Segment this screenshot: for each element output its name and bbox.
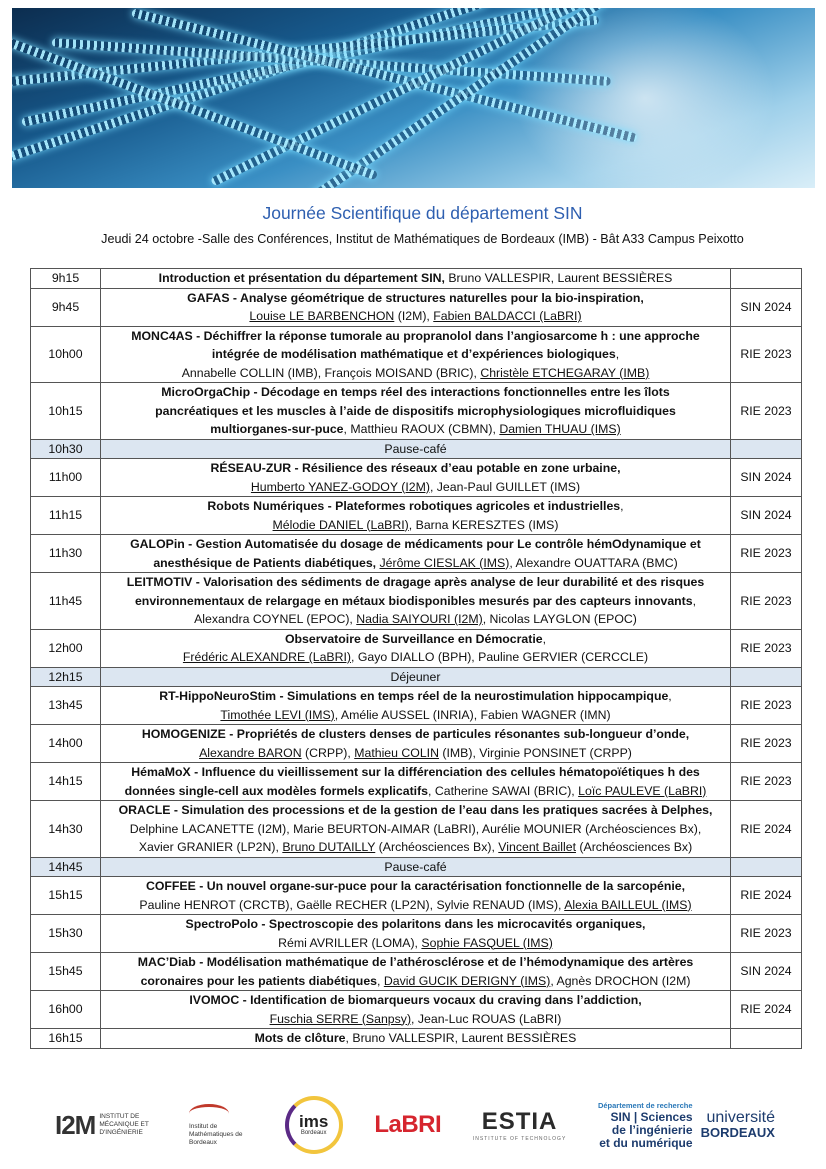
session-row (31, 725, 802, 763)
imb-logo: Institut de Mathématiques de Bordeaux (189, 1104, 253, 1147)
session-time: 15h30 (31, 915, 101, 953)
session-time: 11h15 (31, 497, 101, 535)
funding-call-tag: RIE 2024 (731, 991, 802, 1029)
sin-department-logo: Département de recherche SIN | Sciences de l’ingénierie et du numérique université BORDEAUX (597, 1100, 775, 1150)
session-description: GALOPin - Gestion Automatisée du dosage de médicaments pour Le contrôle hémOdynamique et anesthésique de Patients diabétiques, Jérôme CIESLAK (IMS), Alexandre OUATTARA (BMC) (101, 535, 731, 573)
break-label: Pause-café (101, 439, 731, 459)
session-description: RT-HippoNeuroStim - Simulations en temps réel de la neurostimulation hippocampique, Timothée LEVI (IMS), Amélie AUSSEL (INRIA), Fabien WAGNER (IMN) (101, 687, 731, 725)
session-time: 14h30 (31, 801, 101, 858)
funding-call-tag: SIN 2024 (731, 953, 802, 991)
session-description: MicroOrgaChip - Décodage en temps réel des interactions fonctionnelles entre les îlots pancréatiques et les muscles à l’aide de dispositifs microphysiologiques microfluidiques multiorganes-sur-puce, Matthieu RAOUX (CBMN), Damien THUAU (IMS) (101, 383, 731, 440)
session-time: 14h45 (31, 857, 101, 877)
session-time: 15h45 (31, 953, 101, 991)
session-time: 15h15 (31, 877, 101, 915)
session-row (31, 991, 802, 1029)
partner-logos (55, 1090, 775, 1160)
session-time: 12h00 (31, 629, 101, 667)
funding-call-tag: SIN 2024 (731, 288, 802, 326)
session-row (31, 326, 802, 383)
session-description: RÉSEAU-ZUR - Résilience des réseaux d’eau potable en zone urbaine, Humberto YANEZ-GODOY (I2M), Jean-Paul GUILLET (IMS) (101, 459, 731, 497)
funding-call-tag: RIE 2023 (731, 915, 802, 953)
header-banner-image (12, 8, 815, 188)
session-row (31, 915, 802, 953)
session-time: 10h15 (31, 383, 101, 440)
session-description: MAC’Diab - Modélisation mathématique de l’athérosclérose et de l’hémodynamique des artères coronaires pour les patients diabétiques, David GUCIK DERIGNY (IMS), Agnès DROCHON (I2M) (101, 953, 731, 991)
session-description: COFFEE - Un nouvel organe-sur-puce pour la caractérisation fonctionnelle de la sarcopénie, Pauline HENROT (CRCTB), Gaëlle RECHER (LP2N), Sylvie RENAUD (IMS), Alexia BAILLEUL (IMS) (101, 877, 731, 915)
session-row (31, 269, 802, 289)
session-time: 10h30 (31, 439, 101, 459)
session-description: Robots Numériques - Plateformes robotiques agricoles et industrielles, Mélodie DANIEL (LaBRI), Barna KERESZTES (IMS) (101, 497, 731, 535)
session-row (31, 801, 802, 858)
session-row (31, 573, 802, 630)
i2m-logo: I2M INSTITUT DE MÉCANIQUE ET D'INGÉNIERIE (55, 1109, 149, 1140)
session-time: 13h45 (31, 687, 101, 725)
funding-call-tag: RIE 2023 (731, 725, 802, 763)
funding-call-tag: RIE 2023 (731, 383, 802, 440)
session-time: 11h30 (31, 535, 101, 573)
funding-call-tag (731, 439, 802, 459)
session-time: 14h15 (31, 763, 101, 801)
session-time: 16h15 (31, 1029, 101, 1049)
funding-call-tag: RIE 2023 (731, 629, 802, 667)
break-row (31, 439, 802, 459)
session-time: 10h00 (31, 326, 101, 383)
funding-call-tag: RIE 2024 (731, 877, 802, 915)
session-time: 11h00 (31, 459, 101, 497)
funding-call-tag (731, 667, 802, 687)
session-row (31, 383, 802, 440)
break-label: Déjeuner (101, 667, 731, 687)
session-row (31, 459, 802, 497)
session-row (31, 497, 802, 535)
session-row (31, 953, 802, 991)
session-description: LEITMOTIV - Valorisation des sédiments de dragage après analyse de leur durabilité et des risques environnementaux de relargage en métaux biodisponibles mesurés par des capteurs innovants, Alexandra COYNEL (EPOC), Nadia SAIYOURI (I2M), Nicolas LAYGLON (EPOC) (101, 573, 731, 630)
funding-call-tag: RIE 2024 (731, 801, 802, 858)
break-label: Pause-café (101, 857, 731, 877)
funding-call-tag: RIE 2023 (731, 535, 802, 573)
session-description: HémaMoX - Influence du vieillissement sur la différenciation des cellules hématopoïétiques h des données single-cell aux modèles formels explicatifs, Catherine SAWAI (BRIC), Loïc PAULEVE (LaBRI) (101, 763, 731, 801)
estia-logo: ESTIA INSTITUTE OF TECHNOLOGY (472, 1108, 567, 1142)
session-row (31, 288, 802, 326)
page-subtitle: Jeudi 24 octobre -Salle des Conférences, Institut de Mathématiques de Bordeaux (IMB) - Bât A33 Campus Peixotto (101, 232, 744, 246)
page-title: Journée Scientifique du département SIN (262, 203, 583, 223)
funding-call-tag: RIE 2023 (731, 763, 802, 801)
funding-call-tag: SIN 2024 (731, 497, 802, 535)
session-description: IVOMOC - Identification de biomarqueurs vocaux du craving dans l’addiction, Fuschia SERRE (Sanpsy), Jean-Luc ROUAS (LaBRI) (101, 991, 731, 1029)
session-time: 12h15 (31, 667, 101, 687)
break-row (31, 857, 802, 877)
session-description: GAFAS - Analyse géométrique de structures naturelles pour la bio-inspiration, Louise LE BARBENCHON (I2M), Fabien BALDACCI (LaBRI) (101, 288, 731, 326)
schedule-table (30, 268, 802, 1049)
session-row (31, 535, 802, 573)
session-time: 9h15 (31, 269, 101, 289)
funding-call-tag: SIN 2024 (731, 459, 802, 497)
session-time: 11h45 (31, 573, 101, 630)
funding-call-tag: RIE 2023 (731, 687, 802, 725)
funding-call-tag (731, 269, 802, 289)
session-time: 9h45 (31, 288, 101, 326)
labri-logo: LaBRI (374, 1111, 442, 1138)
session-description: Mots de clôture, Bruno VALLESPIR, Laurent BESSIÈRES (101, 1029, 731, 1049)
session-description: HOMOGENIZE - Propriétés de clusters denses de particules résonantes sub-longueur d’onde, Alexandre BARON (CRPP), Mathieu COLIN (IMB), Virginie PONSINET (CRPP) (101, 725, 731, 763)
session-row (31, 629, 802, 667)
universite-bordeaux-logo: université BORDEAUX (700, 1109, 775, 1140)
session-description: MONC4AS - Déchiffrer la réponse tumorale au propranolol dans l’angiosarcome h : une approche intégrée de modélisation mathématique et d’expériences biologiques, Annabelle COLLIN (IMB), François MOISAND (BRIC), Christèle ETCHEGARAY (IMB) (101, 326, 731, 383)
session-row (31, 877, 802, 915)
funding-call-tag: RIE 2023 (731, 573, 802, 630)
session-row (31, 687, 802, 725)
session-description: ORACLE - Simulation des processions et de la gestion de l’eau dans les pratiques sacrées à Delphes, Delphine LACANETTE (I2M), Marie BEURTON-AIMAR (LaBRI), Aurélie MOUNIER (Archéosciences Bx), Xavier GRANIER (LP2N), Bruno DUTAILLY (Archéosciences Bx), Vincent Baillet (Archéosciences Bx) (101, 801, 731, 858)
session-description: Observatoire de Surveillance en Démocratie, Frédéric ALEXANDRE (LaBRI), Gayo DIALLO (BPH), Pauline GERVIER (CERCCLE) (101, 629, 731, 667)
session-row (31, 763, 802, 801)
session-time: 16h00 (31, 991, 101, 1029)
break-row (31, 667, 802, 687)
funding-call-tag: RIE 2023 (731, 326, 802, 383)
ims-logo: ims Bordeaux (285, 1096, 343, 1154)
session-time: 14h00 (31, 725, 101, 763)
funding-call-tag (731, 1029, 802, 1049)
session-row (31, 1029, 802, 1049)
session-description: SpectroPolo - Spectroscopie des polaritons dans les microcavités organiques, Rémi AVRILLER (LOMA), Sophie FASQUEL (IMS) (101, 915, 731, 953)
funding-call-tag (731, 857, 802, 877)
session-description: Introduction et présentation du département SIN, Bruno VALLESPIR, Laurent BESSIÈRES (101, 269, 731, 289)
